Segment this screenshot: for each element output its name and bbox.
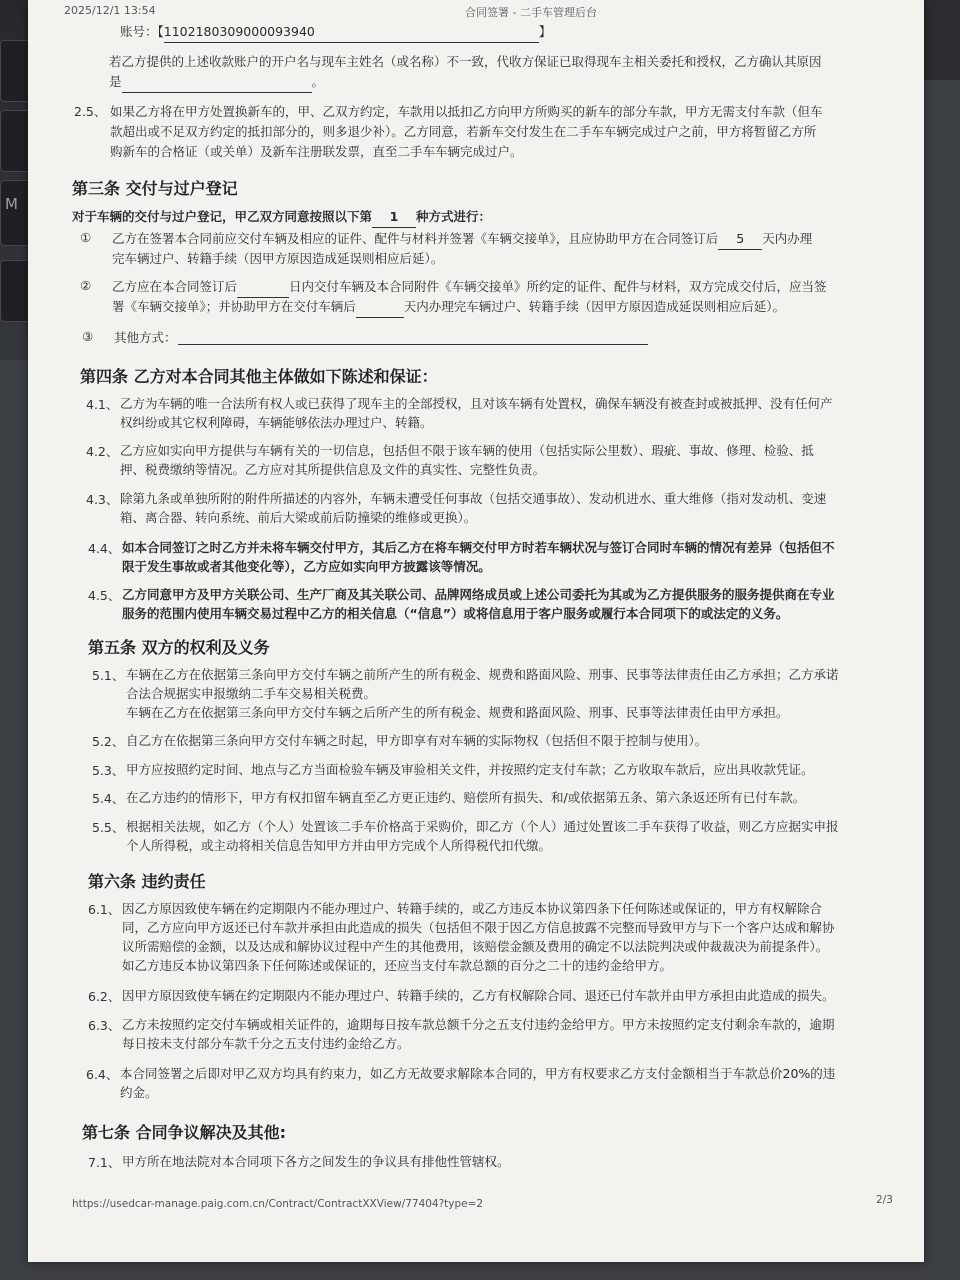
option2-line2: 署《车辆交接单》；并协助甲方在交付车辆后 天内办理完车辆过户、转籍手续（因甲方原因造成延误则相应后延）。 bbox=[112, 297, 785, 318]
clause-line: 因甲方原因致使车辆在约定期限内不能办理过户、转籍手续的，乙方有权解除合同、退还已付车款并由甲方承担由此造成的损失。 bbox=[122, 988, 835, 1003]
section4-title: 第四条 乙方对本合同其他主体做如下陈述和保证： bbox=[80, 367, 438, 386]
clause-line: 乙方为车辆的唯一合法所有权人或已获得了现车主的全部授权，且对该车辆有处置权，确保车辆没有被查封或被抵押、没有任何产 bbox=[120, 396, 833, 411]
option1-line1: 乙方在签署本合同前应交付车辆及相应的证件、配件与材料并签署《车辆交接单》，且应协助甲方在合同签订后 5 天内办理 bbox=[112, 229, 812, 250]
page-number: 2/3 bbox=[876, 1194, 893, 1206]
clause-line: 约金。 bbox=[120, 1085, 158, 1100]
section6-title: 第六条 违约责任 bbox=[88, 872, 206, 891]
clause-line: 本合同签署之后即对甲乙双方均具有约束力，如乙方无故要求解除本合同的，甲方有权要求乙方支付金额相当于车款总价20%的违 bbox=[120, 1066, 836, 1081]
option2-num: ② bbox=[80, 278, 92, 293]
account-line: 账号：【1102180309000093940 】 bbox=[120, 22, 551, 43]
section3-intro: 对于车辆的交付与过户登记，甲乙双方同意按照以下第 1 种方式进行： bbox=[72, 207, 491, 228]
section5-title: 第五条 双方的权利及义务 bbox=[88, 638, 270, 657]
clause-line: 权纠纷或其它权利障碍，车辆能够依法办理过户、转籍。 bbox=[120, 415, 433, 430]
option3-num: ③ bbox=[82, 329, 94, 344]
option3-blank bbox=[178, 344, 648, 345]
clause-line: 议所需赔偿的金额，以及达成和解协议过程中产生的其他费用，该赔偿金额及费用的确定不以法院判决或仲裁裁决为前提条件）。 bbox=[122, 939, 829, 954]
print-title: 合同签署 - 二手车管理后台 bbox=[465, 6, 597, 19]
clause-2-5-line: 购新车的合格证（或关单）及新车注册联发票，直至二手车车辆完成过户。 bbox=[110, 144, 523, 159]
clause-line: 在乙方违约的情形下，甲方有权扣留车辆直至乙方更正违约、赔偿所有损失、和/或依据第五条、第六条返还所有已付车款。 bbox=[126, 790, 806, 805]
account-number: 1102180309000093940 bbox=[164, 22, 539, 43]
clause-2-5-line: 款超出或不足双方约定的抵扣部分的，则多退少补）。乙方同意，若新车交付发生在二手车车辆完成过户之前，甲方将暂留乙方所 bbox=[110, 124, 817, 139]
clause-line: 车辆在乙方在依据第三条向甲方交付车辆之前所产生的所有税金、规费和路面风险、刑事、民事等法律责任由乙方承担；乙方承诺 bbox=[126, 667, 839, 682]
clause-line: 乙方同意甲方及甲方关联公司、生产厂商及其关联公司、品牌网络成员或上述公司委托为其或为乙方提供服务的服务提供商在专业 bbox=[122, 587, 835, 602]
keyboard-key-letter: M bbox=[5, 195, 18, 213]
clause-line: 车辆在乙方在依据第三条向甲方交付车辆之后所产生的所有税金、规费和路面风险、刑事、民事等法律责任由甲方承担。 bbox=[126, 705, 789, 720]
clause-num: 4.2、 bbox=[86, 444, 119, 459]
clause-num: 5.2、 bbox=[92, 734, 125, 749]
clause-line: 服务的范围内使用车辆交易过程中乙方的相关信息（“信息”）或将信息用于客户服务或履行本合同项下的或法定的义务。 bbox=[122, 606, 789, 621]
top-para-line2: 是 。 bbox=[109, 72, 324, 93]
clause-line: 自乙方在依据第三条向甲方交付车辆之时起，甲方即享有对车辆的实际物权（包括但不限于控制与使用）。 bbox=[126, 733, 708, 748]
clause-2-5-line: 如果乙方将在甲方处置换新车的，甲、乙双方约定，车款用以抵扣乙方向甲方所购买的新车的部分车款，甲方无需支付车款（但车 bbox=[110, 104, 823, 119]
clause-num: 4.4、 bbox=[88, 541, 121, 556]
clause-num: 5.5、 bbox=[92, 820, 125, 835]
clause-line: 限于发生事故或者其他变化等），乙方应如实向甲方披露该等情况。 bbox=[122, 559, 491, 574]
clause-line: 个人所得税，或主动将相关信息告知甲方并由甲方完成个人所得税代扣代缴。 bbox=[126, 838, 552, 853]
clause-num: 6.2、 bbox=[88, 989, 121, 1004]
clause-num: 7.1、 bbox=[88, 1155, 121, 1170]
clause-line: 合法合规据实申报缴纳二手车交易相关税费。 bbox=[126, 686, 377, 701]
option1-line2: 完车辆过户、转籍手续（因甲方原因造成延误则相应后延）。 bbox=[112, 251, 444, 266]
clause-line: 押、税费缴纳等情况。乙方应对其所提供信息及文件的真实性、完整性负责。 bbox=[120, 462, 546, 477]
clause-num: 5.3、 bbox=[92, 763, 125, 778]
option1-num: ① bbox=[80, 230, 92, 245]
section7-title: 第七条 合同争议解决及其他: bbox=[82, 1123, 286, 1142]
clause-num: 4.1、 bbox=[86, 397, 119, 412]
clause-line: 乙方应如实向甲方提供与车辆有关的一切信息，包括但不限于该车辆的使用（包括实际公里数）、瑕疵、事故、修理、检验、抵 bbox=[120, 443, 814, 458]
clause-line: 箱、离合器、转向系统、前后大梁或前后防撞梁的维修或更换）。 bbox=[120, 510, 477, 525]
section3-method-value: 1 bbox=[372, 207, 416, 228]
clause-line: 甲方应按照约定时间、地点与乙方当面检验车辆及审验相关文件，并按照约定支付车款；乙方收取车款后，应出具收款凭证。 bbox=[126, 762, 814, 777]
clause-num: 6.3、 bbox=[88, 1018, 121, 1033]
contract-page bbox=[28, 0, 924, 1262]
clause-line: 同，乙方应向甲方返还已付车款并承担由此造成的损失（包括但不限于因乙方信息披露不完整而导致甲方与下一个客户达成和解协 bbox=[122, 920, 835, 935]
clause-2-5-num: 2.5、 bbox=[74, 104, 107, 119]
clause-line: 根据相关法规，如乙方（个人）处置该二手车价格高于采购价，即乙方（个人）通过处置该二手车获得了收益，则乙方应据实申报 bbox=[126, 819, 839, 834]
clause-line: 甲方所在地法院对本合同项下各方之间发生的争议具有排他性管辖权。 bbox=[122, 1154, 510, 1169]
clause-num: 4.5、 bbox=[88, 588, 121, 603]
print-datetime: 2025/12/1 13:54 bbox=[64, 4, 156, 17]
clause-line: 乙方未按照约定交付车辆或相关证件的，逾期每日按车款总额千分之五支付违约金给甲方。甲方未按照约定支付剩余车款的，逾期 bbox=[122, 1017, 835, 1032]
option3-label: 其他方式： bbox=[114, 330, 177, 345]
clause-line: 如乙方违反本协议第四条下任何陈述或保证的，还应当支付车款总额的百分之二十的违约金给甲方。 bbox=[122, 958, 673, 973]
option1-days: 5 bbox=[718, 229, 762, 250]
clause-num: 4.3、 bbox=[86, 492, 119, 507]
clause-line: 除第九条或单独所附的附件所描述的内容外，车辆未遭受任何事故（包括交通事故）、发动机进水、重大维修（指对发动机、变速 bbox=[120, 491, 827, 506]
clause-line: 如本合同签订之时乙方并未将车辆交付甲方，其后乙方在将车辆交付甲方时若车辆状况与签订合同时车辆的情况有差异（包括但不 bbox=[122, 540, 835, 555]
clause-line: 每日按未支付部分车款千分之五支付违约金给乙方。 bbox=[122, 1036, 410, 1051]
clause-num: 5.1、 bbox=[92, 668, 125, 683]
option2-line1: 乙方应在本合同签订后 日内交付车辆及本合同附件《车辆交接单》所约定的证件、配件与材料，双方完成交付后，应当签 bbox=[112, 277, 827, 298]
footer-url: https://usedcar-manage.paig.com.cn/Contract/ContractXXView/77404?type=2 bbox=[72, 1198, 484, 1210]
section3-title: 第三条 交付与过户登记 bbox=[72, 179, 238, 198]
clause-line: 因乙方原因致使车辆在约定期限内不能办理过户、转籍手续的，或乙方违反本协议第四条下任何陈述或保证的，甲方有权解除合 bbox=[122, 901, 823, 916]
top-para-line1: 若乙方提供的上述收款账户的开户名与现车主姓名（或名称）不一致，代收方保证已取得现车主相关委托和授权，乙方确认其原因 bbox=[109, 54, 822, 69]
clause-num: 5.4、 bbox=[92, 791, 125, 806]
clause-num: 6.4、 bbox=[86, 1067, 119, 1082]
clause-num: 6.1、 bbox=[88, 902, 121, 917]
